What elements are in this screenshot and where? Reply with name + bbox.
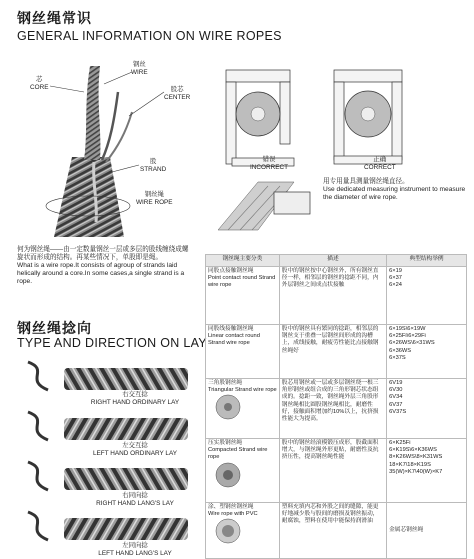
lay-title-en: TYPE AND DIRECTION ON LAY [17, 336, 207, 350]
core-label: 芯 CORE [30, 76, 49, 91]
table-row: 三角股钢丝绳 Triangular Strand wire rope 股芯用钢丝或一层或多层钢丝绕一根三角形钢丝或组合成的三角形钢芯状态组成的。捻距一致，钢丝绳外层三角股形钢丝绳相比圆股钢丝绳相比，耐磨性好，接触面积增加约10%以上，抗挤损性能大为提高。 6V19 6V30 6V34 6V37 6V37S [206, 379, 467, 439]
correct-label: 正确 CORRECT [364, 156, 396, 171]
lay-spiral-icons [16, 356, 60, 556]
measure-note: 用专用量具测量钢丝绳直径。 Use dedicated measuring instrument to measure the diameter of wire rope. [323, 178, 466, 201]
wire-rope-label: 钢丝绳 WIRE ROPE [136, 191, 173, 206]
page-title-en: GENERAL INFORMATION ON WIRE ROPES [17, 29, 282, 43]
definition-text: 何为钢丝绳——由一定数量钢丝一层或多层的股线缠绕成螺旋状而形成的结构。再某些情况下，单股即是绳。 What is a wire rope.It consists of agroup of strands laid helically around a core.In some cases,a single strand is a rope. [17, 246, 189, 285]
page-title-cn: 钢丝绳常识 [17, 10, 92, 26]
incorrect-label: 错误 INCORRECT [250, 156, 288, 171]
wire-label: 钢丝 WIRE [131, 61, 148, 76]
lay-item-right-ordinary: 右交互捻 RIGHT HAND ORDINARY LAY [90, 391, 180, 406]
lay-title-cn: 钢丝绳捻向 [17, 320, 92, 336]
table-header: 钢丝绳主要分类 [206, 255, 280, 267]
table-row: 涂、塑钢丝钢丝绳 Wire rope with PVC 塑料充填内芯和外股之间的缝隙，能更好地减少股与股间的磨损及钢丝振动，耐腐蚀，塑料在使用中能保持润滑油 金属芯钢丝绳 [206, 503, 467, 559]
table-row: 同股线接触钢丝绳 Linear contact round Strand wire rope 股中的钢丝具有繁同的捻距，相邻层的钢丝支于重叠一层钢丝间形成的沟槽上，成线接触，耐疲劳性能比点接触钢丝绳好 6×19S\6×19W 6×25Fi\6×29Fi 6×26WS\6×31WS 6×36WS 6×37S [206, 325, 467, 379]
table-row: 同股点接触钢丝绳 Point contact round Strand wire rope 股中的钢丝按中心钢丝外，所有钢丝直径一样，相邻层的钢丝的捻距不同，内外层钢丝之间成点状接触 6×19 6×37 6×24 [206, 267, 467, 325]
lay-item-left-langs: 左同向捻 LEFT HAND LANG'S LAY [98, 542, 172, 557]
rope-classification-table [205, 254, 467, 559]
triangular-strand-cross-section [208, 394, 248, 420]
lay-item-left-ordinary: 左交互捻 LEFT HAND ORDINARY LAY [92, 442, 178, 457]
caliper-measurement-diagram [218, 62, 458, 232]
strand-label: 股 STRAND [140, 158, 167, 173]
table-header: 描述 [279, 255, 386, 267]
pvc-rope-cross-section [208, 518, 248, 544]
compacted-strand-cross-section [208, 462, 248, 488]
table-row: 压实股钢丝绳 Compacted Strand wire rope 股中的钢丝经滚模锻压成形，股截面积增大，与钢丝绳外形更贴，耐磨性及抗挤压性，提高钢丝绳性能 6×K25Fi 6×K19S\6×K36WS 8×K26WS\8×K31WS 18×K7\18×K19S 35(W)×K7\40(W)×K7 [206, 439, 467, 503]
table-header: 典型结构举例 [387, 255, 467, 267]
lay-item-right-langs: 右同向捻 RIGHT HAND LANG'S LAY [96, 492, 174, 507]
center-label: 股芯 CENTER [164, 86, 191, 101]
